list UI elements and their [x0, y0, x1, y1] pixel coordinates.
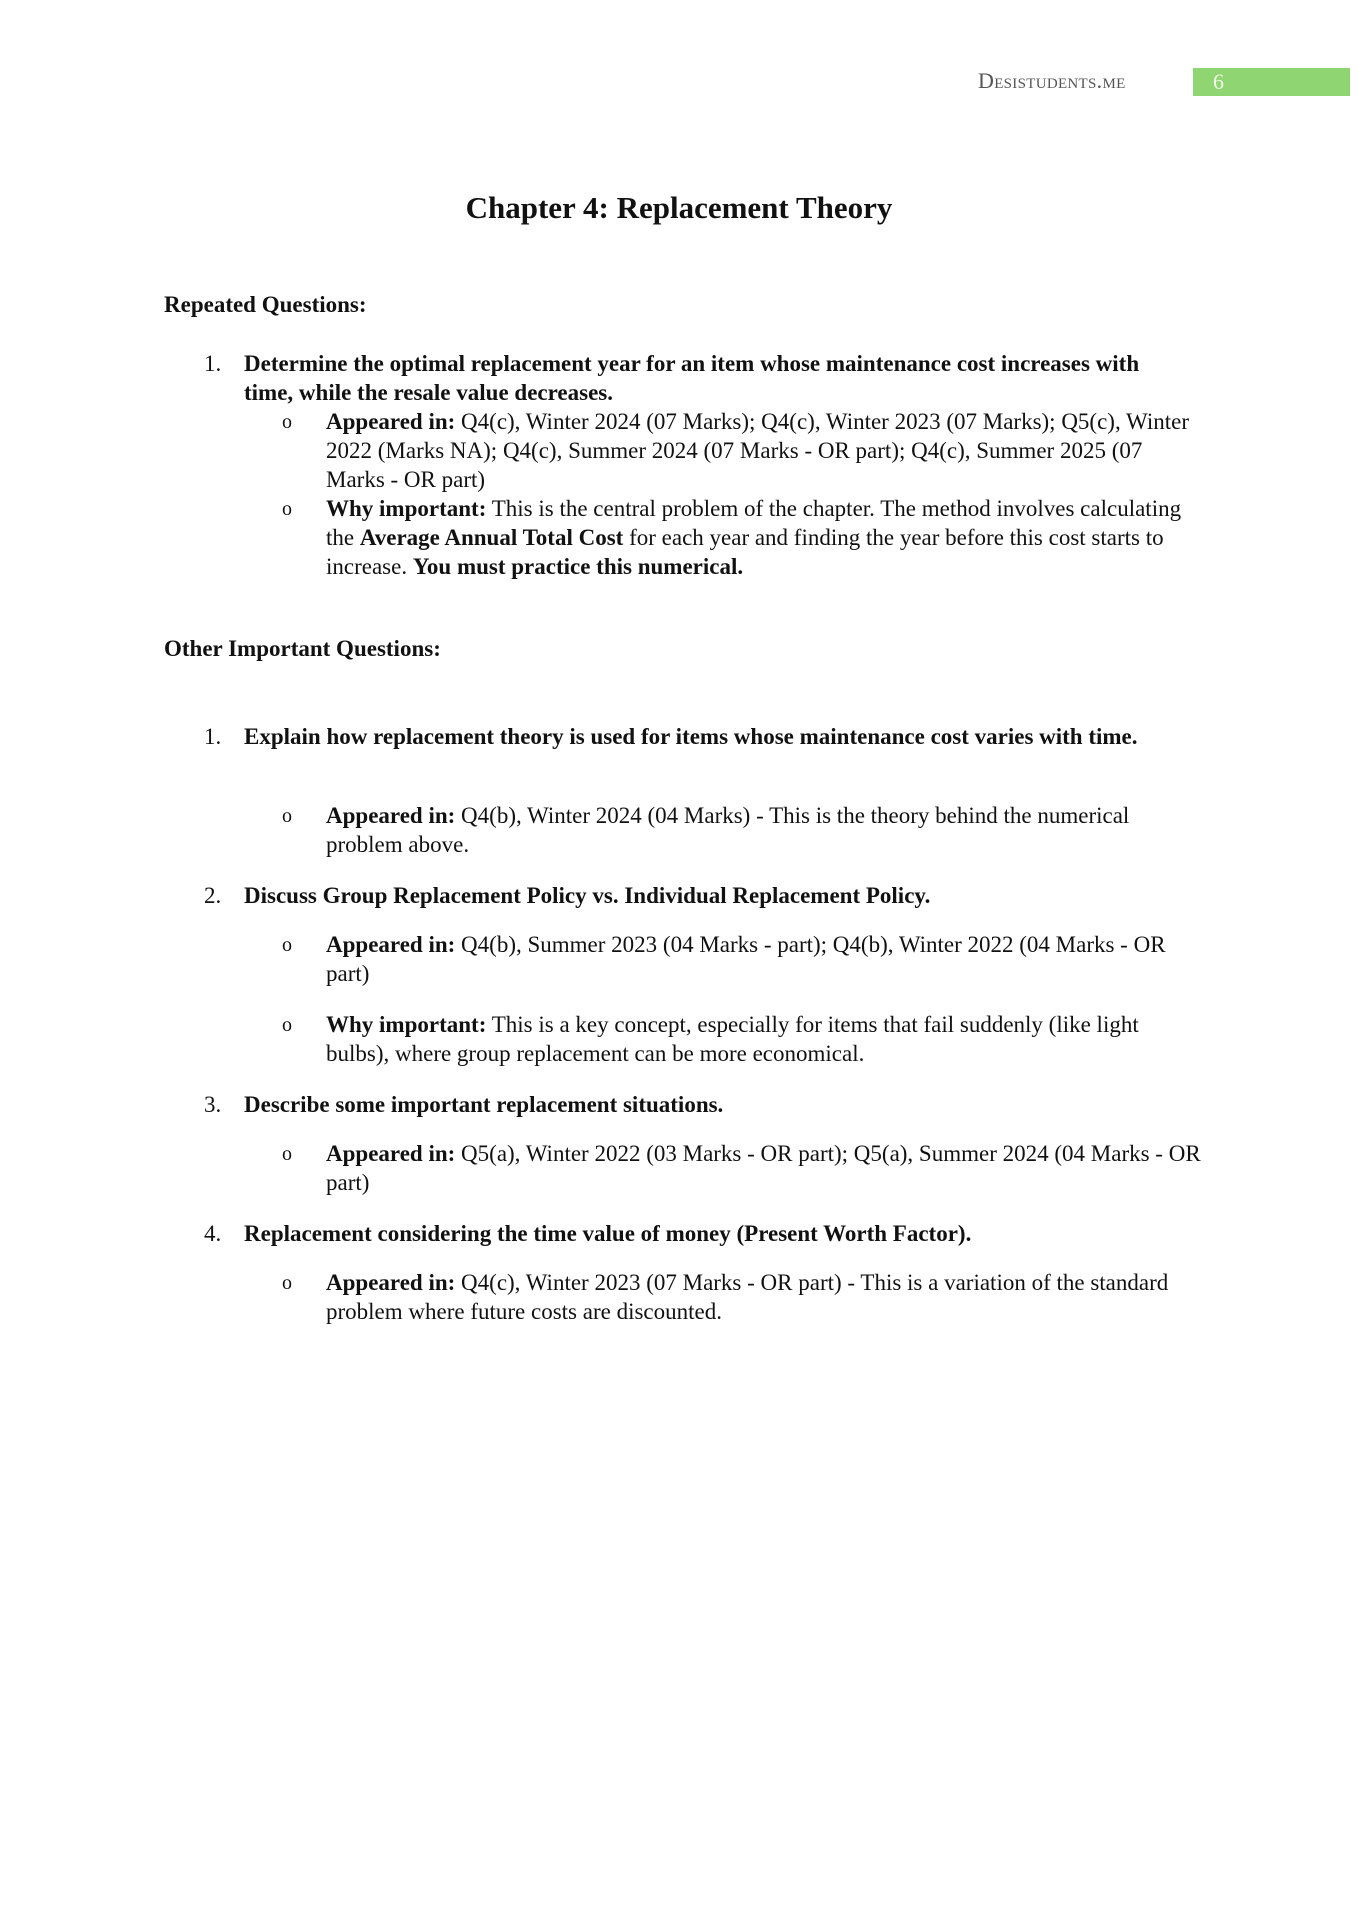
- appeared-text: Q4(b), Summer 2023 (04 Marks - part); Q4(b), Winter 2022 (04 Marks - OR part): [326, 932, 1166, 986]
- appeared-label: Appeared in:: [326, 803, 456, 828]
- bullet-icon: o: [282, 1143, 292, 1165]
- question-number: 3.: [204, 1092, 222, 1117]
- section-heading-other: Other Important Questions:: [164, 636, 441, 661]
- appeared-label: Appeared in:: [326, 932, 456, 957]
- question-number: 2.: [204, 883, 222, 908]
- question-number: 1.: [204, 351, 222, 376]
- section-heading-repeated: Repeated Questions:: [164, 292, 367, 317]
- question-number: 4.: [204, 1221, 222, 1246]
- appeared-label: Appeared in:: [326, 409, 456, 434]
- why-text: This is the central problem of the chapter. The method involves calculating the: [326, 496, 1182, 550]
- question-text: Discuss Group Replacement Policy vs. Individual Replacement Policy.: [244, 883, 931, 908]
- bullet-icon: o: [282, 1014, 292, 1036]
- why-important-item: [282, 494, 1202, 581]
- question-text: Determine the optimal replacement year for an item whose maintenance cost increases with time, while the resale value decreases.: [244, 351, 1140, 405]
- bullet-icon: o: [282, 498, 292, 520]
- question-item: [204, 881, 1174, 910]
- question-text: Explain how replacement theory is used for items whose maintenance cost varies with time.: [244, 724, 1138, 749]
- appeared-label: Appeared in:: [326, 1270, 456, 1295]
- why-label: Why important:: [326, 1012, 487, 1037]
- why-emphasis: Average Annual Total Cost: [359, 525, 624, 550]
- bullet-icon: o: [282, 934, 292, 956]
- question-number: 1.: [204, 724, 222, 749]
- question-item: [204, 349, 1174, 407]
- appeared-text: Q5(a), Winter 2022 (03 Marks - OR part); Q5(a), Summer 2024 (04 Marks - OR part): [326, 1141, 1201, 1195]
- appeared-text: Q4(b), Winter 2024 (04 Marks) - This is the theory behind the numerical problem above.: [326, 803, 1130, 857]
- bullet-icon: o: [282, 805, 292, 827]
- chapter-title: Chapter 4: Replacement Theory: [465, 190, 893, 225]
- header-brand: Desistudents.me: [978, 68, 1126, 93]
- question-text: Replacement considering the time value of money (Present Worth Factor).: [244, 1221, 972, 1246]
- appeared-in-item: [282, 801, 1202, 859]
- page-number-badge: [1193, 68, 1350, 96]
- appeared-in-item: [282, 930, 1202, 988]
- bullet-icon: o: [282, 1272, 292, 1294]
- why-text: for each year and finding the year before this cost starts to increase.: [326, 525, 1164, 579]
- why-emphasis: You must practice this numerical.: [412, 554, 744, 579]
- appeared-in-item: [282, 1139, 1202, 1197]
- why-label: Why important:: [326, 496, 487, 521]
- appeared-in-item: [282, 407, 1202, 494]
- why-important-item: [282, 1010, 1202, 1068]
- appeared-in-item: [282, 1268, 1202, 1326]
- bullet-icon: o: [282, 411, 292, 433]
- question-item: [204, 1090, 1174, 1119]
- why-text: This is a key concept, especially for items that fail suddenly (like light bulbs), where group replacement can be more economical.: [326, 1012, 1139, 1066]
- question-text: Describe some important replacement situations.: [244, 1092, 724, 1117]
- appeared-text: Q4(c), Winter 2024 (07 Marks); Q4(c), Winter 2023 (07 Marks); Q5(c), Winter 2022 (Marks NA); Q4(c), Summer 2024 (07 Marks - OR part); Q4(c), Summer 2025 (07 Marks - OR part): [326, 409, 1189, 492]
- question-item: [204, 1219, 1174, 1248]
- appeared-label: Appeared in:: [326, 1141, 456, 1166]
- question-item: [204, 722, 1174, 751]
- appeared-text: Q4(c), Winter 2023 (07 Marks - OR part) - This is a variation of the standard problem where future costs are discounted.: [326, 1270, 1169, 1324]
- page-number: 6: [1213, 69, 1224, 94]
